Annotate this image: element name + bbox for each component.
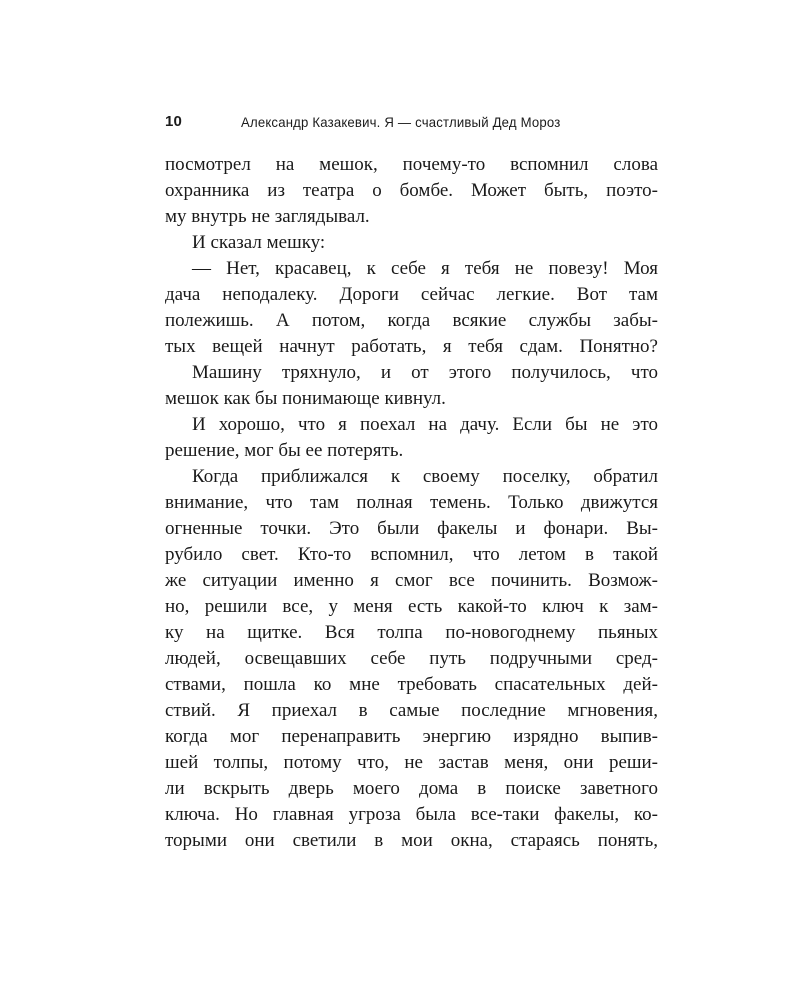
body-text <box>165 152 658 854</box>
text-line: огненные точки. Это были факелы и фонари. Вы- <box>165 518 658 539</box>
text-line: посмотрел на мешок, почему-то вспомнил слова <box>165 154 658 175</box>
text-line: мешок как бы понимающе кивнул. <box>165 388 446 409</box>
page-header <box>165 113 635 135</box>
text-line: И сказал мешку: <box>192 232 326 253</box>
text-line: Когда приближался к своему поселку, обратил <box>192 466 658 487</box>
text-line: когда мог перенаправить энергию изрядно выпив- <box>165 726 658 747</box>
page-number: 10 <box>165 113 183 130</box>
text-line: — Нет, красавец, к себе я тебя не повезу! Моя <box>192 258 658 279</box>
text-line: но, решили все, у меня есть какой-то ключ к зам- <box>165 596 658 617</box>
text-line: ствий. Я приехал в самые последние мгновения, <box>165 700 658 721</box>
text-line: внимание, что там полная темень. Только движутся <box>165 492 658 513</box>
text-line: ку на щитке. Вся толпа по-новогоднему пьяных <box>165 622 658 643</box>
text-line: торыми они светили в мои окна, стараясь понять, <box>165 830 658 851</box>
text-line: Машину тряхнуло, и от этого получилось, что <box>192 362 658 383</box>
text-line: шей толпы, потому что, не застав меня, они реши- <box>165 752 658 773</box>
text-line: дача неподалеку. Дороги сейчас легкие. Вот там <box>165 284 658 305</box>
text-line: ли вскрыть дверь моего дома в поиске заветного <box>165 778 658 799</box>
text-line: полежишь. А потом, когда всякие службы забы- <box>165 310 658 331</box>
running-title: Александр Казакевич. Я — счастливый Дед Мороз <box>241 114 561 130</box>
text-line: рубило свет. Кто-то вспомнил, что летом в такой <box>165 544 658 565</box>
text-line: же ситуации именно я смог все починить. Возмож- <box>165 570 658 591</box>
text-line: ствами, пошла ко мне требовать спасательных дей- <box>165 674 658 695</box>
text-line: му внутрь не заглядывал. <box>165 206 370 227</box>
text-line: решение, мог бы ее потерять. <box>165 440 404 461</box>
text-line: тых вещей начнут работать, я тебя сдам. Понятно? <box>165 336 658 357</box>
text-line: людей, освещавших себе путь подручными сред- <box>165 648 658 669</box>
text-line: ключа. Но главная угроза была все-таки факелы, ко- <box>165 804 658 825</box>
text-line: охранника из театра о бомбе. Может быть, поэто- <box>165 180 658 201</box>
text-line: И хорошо, что я поехал на дачу. Если бы не это <box>192 414 658 435</box>
